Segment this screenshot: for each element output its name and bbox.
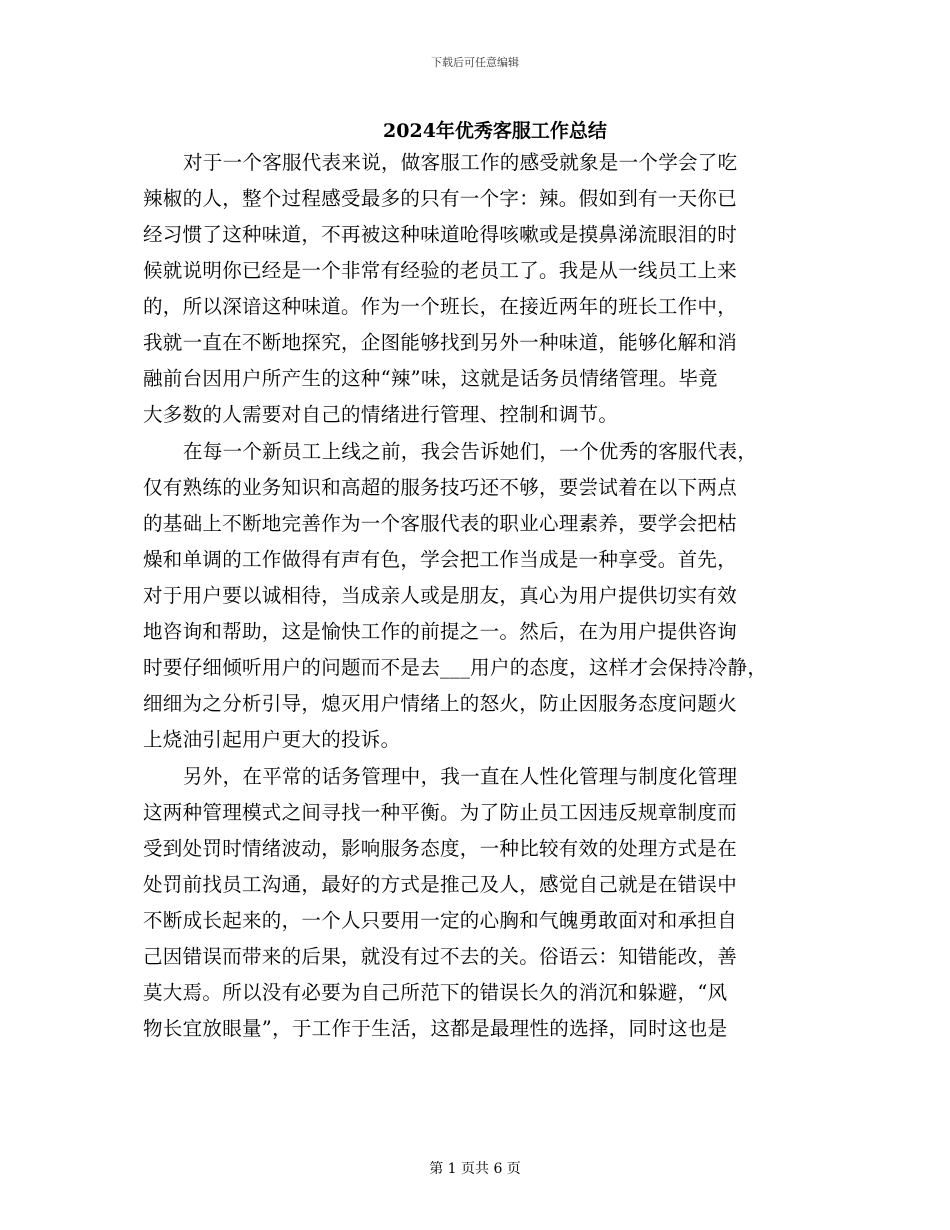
text-line: 细细为之分析引导，熄灭用户情绪上的怒火，防止因服务态度问题火 xyxy=(143,692,738,715)
text-line: 仅有熟练的业务知识和高超的服务技巧还不够，要尝试着在以下两点 xyxy=(143,476,738,499)
text-line: 莫大焉。所以没有必要为自己所范下的错误长久的消沉和躲避，“风 xyxy=(143,981,728,1004)
text-line: 这两种管理模式之间寻找一种平衡。为了防止员工因违反规章制度而 xyxy=(143,801,738,824)
text-line: 另外，在平常的话务管理中，我一直在人性化管理与制度化管理 xyxy=(183,765,738,788)
paragraph-3 xyxy=(143,759,813,1047)
paragraph-2 xyxy=(143,434,813,758)
text-line: 不断成长起来的，一个人只要用一定的心胸和气魄勇敢面对和承担自 xyxy=(143,909,738,932)
text-line: 我就一直在不断地探究，企图能够找到另外一种味道，能够化解和消 xyxy=(143,331,738,354)
text-line: 辣椒的人，整个过程感受最多的只有一个字：辣。假如到有一天你已 xyxy=(143,187,738,210)
text-line: 物长宜放眼量”，于工作于生活，这都是最理性的选择，同时这也是 xyxy=(143,1017,728,1040)
text-line: 对于一个客服代表来说，做客服工作的感受就象是一个学会了吃 xyxy=(183,151,738,174)
header-note: 下载后可任意编辑 xyxy=(431,56,519,69)
text-line: 处罚前找员工沟通，最好的方式是推己及人，感觉自己就是在错误中 xyxy=(143,873,738,896)
text-line: 在每一个新员工上线之前，我会告诉她们，一个优秀的客服代表， xyxy=(183,440,758,463)
page-number: 第 1 页共 6 页 xyxy=(429,1161,521,1177)
text-line: 对于用户要以诚相待，当成亲人或是朋友，真心为用户提供切实有效 xyxy=(143,584,738,607)
text-line: 受到处罚时情绪波动，影响服务态度，一种比较有效的处理方式是在 xyxy=(143,837,738,860)
document-title: 2024年优秀客服工作总结 xyxy=(383,120,607,142)
paragraph-1 xyxy=(143,145,813,433)
text-line: 上烧油引起用户更大的投诉。 xyxy=(143,728,401,751)
text-line: 燥和单调的工作做得有声有色，学会把工作当成是一种享受。首先， xyxy=(143,548,738,571)
text-line: 候就说明你已经是一个非常有经验的老员工了。我是从一线员工上来 xyxy=(143,259,738,282)
text-line: 地咨询和帮助，这是愉快工作的前提之一。然后，在为用户提供咨询 xyxy=(143,620,738,643)
document-body xyxy=(143,145,813,1047)
text-line: 己因错误而带来的后果，就没有过不去的关。俗语云：知错能改，善 xyxy=(143,945,738,968)
text-line: 经习惯了这种味道，不再被这种味道呛得咳嗽或是摸鼻涕流眼泪的时 xyxy=(143,223,738,246)
text-line: 时要仔细倾听用户的问题而不是去___用户的态度，这样才会保持冷静， xyxy=(143,656,768,679)
text-line: 的基础上不断地完善作为一个客服代表的职业心理素养，要学会把枯 xyxy=(143,512,738,535)
text-line: 融前台因用户所产生的这种“辣”味，这就是话务员情绪管理。毕竟 xyxy=(143,367,718,390)
text-line: 大多数的人需要对自己的情绪进行管理、控制和调节。 xyxy=(143,403,619,426)
text-line: 的，所以深谙这种味道。作为一个班长，在接近两年的班长工作中， xyxy=(143,295,738,318)
